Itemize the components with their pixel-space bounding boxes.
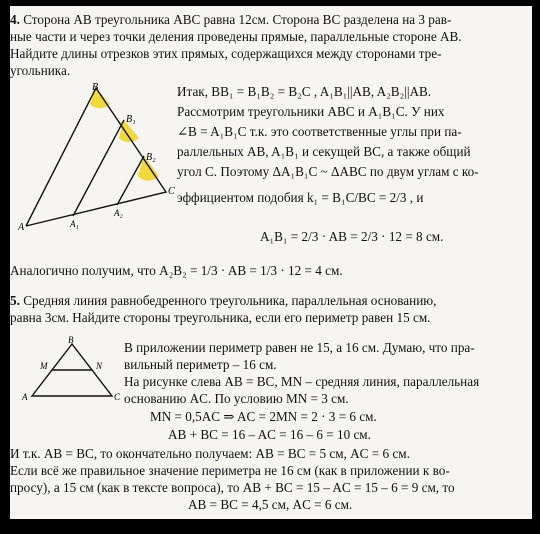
problem5-solution-line: AB + BC = 16 – AC = 16 – 6 = 10 см.	[168, 427, 371, 442]
problem5-solution-line: И т.к. AB = BC, то окончательно получаем: AB = BC = 5 см, AC = 6 см.	[10, 446, 410, 461]
problem4-solution-line: Итак, BB₁ = B₁B₂ = B₂C , A₁B₁||AB, A₂B₂||AB.	[177, 84, 432, 99]
triangle-figure-4	[16, 80, 186, 240]
problem4-line-2: ные части и через точки деления проведены прямые, параллельные стороне АВ.	[10, 29, 462, 44]
problem5-number: 5.	[10, 293, 20, 308]
figure5-label: N	[96, 361, 103, 371]
figure4-label: B₂	[146, 152, 156, 163]
problem4-line-3: Найдите длины отрезков этих прямых, содержащихся между сторонами тре-	[10, 46, 442, 61]
figure5-label: A	[22, 392, 28, 402]
problem5-solution-line: Если всё же правильное значение периметра не 16 см (как в приложении к во-	[10, 463, 450, 478]
problem4-solution-line: Рассмотрим треугольники ABC и A₁B₁C. У них	[177, 104, 445, 119]
problem4-solution-line: раллельных AB, A₁B₁ и секущей BC, а также общий	[177, 144, 471, 159]
problem5-line-1: 5. Средняя линия равнобедренного треугольника, параллельная основанию,	[10, 293, 437, 308]
figure4-label: C	[168, 186, 175, 197]
problem5-solution-line: На рисунке слева AB = BC, MN – средняя линия, параллельная	[124, 374, 480, 389]
figure4-label: B	[92, 82, 99, 93]
figure4-label: A₁	[70, 219, 79, 229]
problem5-line-2: равна 3см. Найдите стороны треугольника, если его периметр равен 15 см.	[10, 310, 431, 325]
problem5-solution-line: MN = 0,5AC ⇒ AC = 2MN = 2 · 3 = 6 см.	[150, 409, 377, 424]
problem5-solution-line: AB = BC = 4,5 см, AC = 6 см.	[188, 497, 353, 512]
problem4-solution-line: эффициентом подобия k₁ = B₁C/BC = 2/3 , и	[177, 190, 424, 205]
problem4-number: 4.	[10, 12, 20, 27]
figure4-label: B₁	[126, 114, 136, 125]
figure4-label: A	[18, 222, 25, 233]
problem5-solution-line: В приложении периметр равен не 15, а 16 см. Думаю, что пра-	[124, 340, 475, 355]
figure5-label: B	[68, 336, 74, 345]
problem4-solution-line: угол C. Поэтому ΔA₁B₁C ~ ΔABC по двум углам с ко-	[177, 164, 479, 179]
problem5-solution-line: просу), а 15 см (как в тексте вопроса), то AB + BC = 15 – AC = 15 – 6 = 9 см, то	[10, 480, 455, 495]
problem5-solution-line: вильный периметр – 16 см.	[124, 357, 277, 372]
problem4-line-1: 4. Сторона АВ треугольника АВС равна 12см. Сторона ВС разделена на 3 рав-	[10, 12, 452, 27]
problem5-solution-line: основанию AC. По условию MN = 3 см.	[124, 391, 349, 406]
figure5-label: M	[40, 361, 48, 371]
figure4-label: A₂	[114, 208, 123, 218]
problem4-solution-line: ∠B = A₁B₁C т.к. это соответственные углы при па-	[177, 124, 462, 139]
problem4-solution-line: Аналогично получим, что A₂B₂ = 1/3 · AB = 1/3 · 12 = 4 см.	[10, 263, 343, 278]
figure5-label: C	[114, 392, 121, 402]
problem4-line-4: угольника.	[10, 63, 71, 78]
problem4-solution-line: A₁B₁ = 2/3 · AB = 2/3 · 12 = 8 см.	[260, 229, 444, 244]
triangle-figure-5	[18, 336, 128, 404]
